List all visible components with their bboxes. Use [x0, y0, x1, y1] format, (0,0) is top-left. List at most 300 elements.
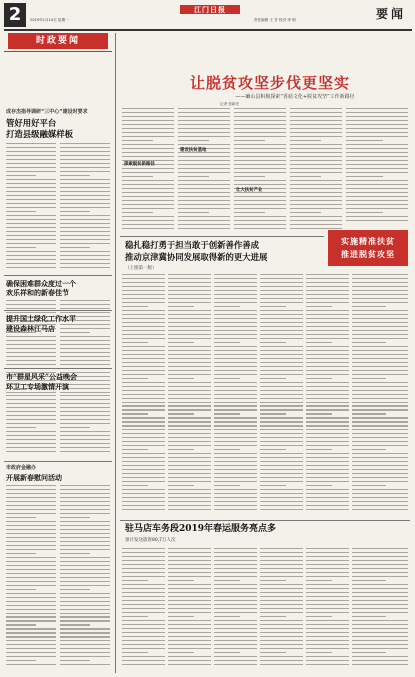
text-line	[168, 648, 211, 649]
text-line	[122, 366, 165, 367]
text-line	[60, 656, 110, 657]
text-line	[352, 660, 408, 661]
text-line	[352, 322, 408, 323]
text-line	[260, 560, 303, 561]
text-line	[178, 140, 209, 141]
text-line	[352, 600, 408, 601]
text-line	[60, 263, 110, 264]
text-line	[168, 548, 211, 549]
text-line	[60, 403, 110, 404]
text-line	[168, 600, 211, 601]
text-line	[260, 302, 303, 303]
text-line	[290, 172, 342, 173]
text-line	[168, 608, 211, 609]
text-line	[214, 302, 257, 303]
text-line	[60, 151, 110, 152]
text-line	[260, 413, 286, 414]
text-line	[306, 282, 349, 283]
text-line	[168, 620, 211, 621]
text-line	[214, 612, 257, 613]
text-line	[214, 560, 257, 561]
text-line	[260, 648, 303, 649]
text-line	[6, 581, 56, 582]
text-line	[122, 306, 148, 307]
text-line	[306, 330, 349, 331]
story1-body-col1	[6, 143, 56, 273]
text-line	[168, 584, 211, 585]
text-line	[6, 255, 56, 256]
text-line	[352, 644, 408, 645]
text-line	[6, 609, 56, 610]
text-line	[260, 402, 303, 403]
text-line	[352, 334, 408, 335]
lead-body-col2	[178, 108, 230, 232]
text-line	[352, 632, 408, 633]
text-line	[60, 485, 110, 486]
text-line	[122, 660, 165, 661]
story2-title-2: 欢乐祥和的新春佳节	[6, 288, 69, 297]
text-line	[214, 640, 257, 641]
text-line	[168, 366, 211, 367]
text-line	[122, 449, 148, 450]
story5-body-col1	[6, 485, 56, 671]
text-line	[60, 443, 110, 444]
text-line	[260, 612, 303, 613]
text-line	[306, 640, 349, 641]
text-line	[178, 144, 230, 145]
text-line	[306, 628, 349, 629]
text-line	[306, 445, 349, 446]
text-line	[260, 620, 303, 621]
text-line	[306, 608, 349, 609]
text-line	[122, 433, 165, 434]
text-line	[352, 354, 408, 355]
text-line	[60, 447, 110, 448]
text-line	[260, 600, 303, 601]
divider	[120, 520, 410, 521]
text-line	[306, 604, 349, 605]
masthead: 江门日报	[180, 5, 240, 14]
text-line	[60, 541, 110, 542]
text-line	[60, 191, 110, 192]
text-line	[60, 561, 110, 562]
text-line	[178, 116, 230, 117]
text-line	[60, 215, 110, 216]
text-line	[352, 477, 408, 478]
text-line	[306, 358, 349, 359]
text-line	[290, 224, 342, 225]
text-line	[346, 144, 408, 145]
text-line	[352, 366, 408, 367]
text-line	[168, 302, 211, 303]
text-line	[60, 605, 110, 606]
text-line	[260, 298, 303, 299]
text-line	[214, 358, 257, 359]
story4-title-2: 环卫工专场激情开演	[6, 382, 69, 391]
text-line	[168, 497, 211, 498]
text-line	[178, 128, 230, 129]
text-line	[290, 176, 321, 177]
text-line	[60, 219, 110, 220]
text-line	[346, 172, 408, 173]
text-line	[6, 533, 56, 534]
text-line	[260, 290, 303, 291]
text-line	[122, 144, 174, 145]
text-line	[260, 572, 303, 573]
text-line	[178, 188, 230, 189]
text-line	[306, 342, 332, 343]
text-line	[306, 457, 349, 458]
text-line	[234, 180, 286, 181]
text-line	[352, 580, 386, 581]
text-line	[234, 208, 286, 209]
text-line	[234, 184, 286, 185]
text-line	[60, 431, 110, 432]
text-line	[214, 584, 257, 585]
text-line	[60, 557, 110, 558]
text-line	[260, 469, 303, 470]
text-line	[168, 560, 211, 561]
text-line	[214, 664, 257, 665]
text-line	[168, 362, 211, 363]
text-line	[306, 362, 349, 363]
text-line	[6, 211, 36, 212]
text-line	[306, 290, 349, 291]
text-line	[214, 477, 257, 478]
text-line	[352, 449, 386, 450]
text-line	[60, 324, 110, 325]
text-line	[168, 334, 211, 335]
text-line	[234, 212, 265, 213]
text-line	[6, 427, 36, 428]
text-line	[260, 318, 303, 319]
text-line	[306, 298, 349, 299]
text-line	[60, 533, 110, 534]
text-line	[352, 572, 408, 573]
text-line	[260, 374, 303, 375]
text-line	[122, 342, 148, 343]
text-line	[260, 286, 303, 287]
text-line	[6, 549, 56, 550]
text-line	[178, 120, 230, 121]
text-line	[122, 286, 165, 287]
text-line	[122, 354, 165, 355]
text-line	[306, 429, 349, 430]
text-line	[122, 489, 165, 490]
text-line	[122, 473, 165, 474]
second-body-col3	[214, 274, 257, 516]
text-line	[122, 318, 165, 319]
page-header	[4, 3, 412, 29]
text-line	[122, 477, 165, 478]
text-line	[122, 394, 165, 395]
text-line	[352, 413, 386, 414]
second-headline-2: 推动京津冀协同发展取得新的更大进展	[125, 252, 268, 262]
text-line	[168, 465, 211, 466]
text-line	[122, 108, 174, 109]
text-line	[60, 616, 110, 617]
text-line	[168, 342, 194, 343]
text-line	[260, 441, 303, 442]
text-line	[122, 421, 165, 422]
text-line	[352, 560, 408, 561]
text-line	[306, 473, 349, 474]
text-line	[260, 274, 303, 275]
text-line	[214, 489, 257, 490]
text-line	[122, 572, 165, 573]
text-line	[352, 282, 408, 283]
text-line	[168, 453, 211, 454]
text-line	[168, 282, 211, 283]
text-line	[168, 346, 211, 347]
text-line	[178, 124, 230, 125]
text-line	[260, 449, 286, 450]
text-line	[168, 596, 211, 597]
text-line	[168, 394, 211, 395]
text-line	[122, 584, 165, 585]
text-line	[60, 652, 110, 653]
text-line	[60, 348, 110, 349]
text-line	[168, 405, 211, 406]
text-line	[6, 175, 36, 176]
text-line	[214, 592, 257, 593]
text-line	[214, 425, 257, 426]
text-line	[122, 656, 165, 657]
text-line	[60, 167, 110, 168]
text-line	[60, 203, 110, 204]
text-line	[260, 445, 303, 446]
text-line	[122, 413, 148, 414]
text-line	[260, 429, 303, 430]
text-line	[352, 640, 408, 641]
text-line	[306, 374, 349, 375]
text-line	[6, 312, 56, 313]
text-line	[60, 648, 110, 649]
text-line	[6, 628, 56, 629]
text-line	[306, 481, 349, 482]
text-line	[60, 195, 110, 196]
text-line	[60, 613, 110, 614]
text-line	[306, 398, 349, 399]
text-line	[6, 497, 56, 498]
text-line	[306, 465, 349, 466]
second-body-col5	[306, 274, 349, 516]
text-line	[306, 612, 349, 613]
text-line	[168, 556, 211, 557]
story3-title-2: 建设森林江马店	[6, 324, 55, 333]
text-line	[6, 352, 56, 353]
text-line	[306, 437, 349, 438]
text-line	[6, 155, 56, 156]
text-line	[122, 132, 174, 133]
text-line	[306, 441, 349, 442]
text-line	[168, 473, 211, 474]
text-line	[168, 457, 211, 458]
text-line	[122, 576, 165, 577]
text-line	[60, 593, 110, 594]
text-line	[60, 392, 110, 393]
text-line	[306, 636, 349, 637]
text-line	[168, 640, 211, 641]
text-line	[352, 433, 408, 434]
text-line	[352, 624, 408, 625]
text-line	[168, 370, 211, 371]
text-line	[60, 227, 110, 228]
text-line	[214, 568, 257, 569]
text-line	[60, 439, 110, 440]
text-line	[168, 286, 211, 287]
bottom-body-col4	[260, 548, 303, 670]
text-line	[234, 128, 286, 129]
text-line	[260, 354, 303, 355]
text-line	[214, 354, 257, 355]
text-line	[60, 231, 110, 232]
text-line	[352, 374, 408, 375]
text-line	[352, 382, 408, 383]
text-line	[290, 112, 342, 113]
text-line	[290, 188, 342, 189]
text-line	[306, 274, 349, 275]
text-line	[178, 136, 230, 137]
text-line	[260, 338, 303, 339]
text-line	[352, 394, 408, 395]
text-line	[346, 116, 408, 117]
text-line	[306, 425, 349, 426]
text-line	[290, 216, 342, 217]
divider	[4, 310, 112, 311]
text-line	[60, 640, 110, 641]
text-line	[6, 561, 56, 562]
text-line	[306, 322, 349, 323]
text-line	[306, 433, 349, 434]
text-line	[352, 501, 408, 502]
text-line	[122, 148, 174, 149]
text-line	[260, 346, 303, 347]
divider	[4, 275, 112, 276]
text-line	[6, 403, 56, 404]
text-line	[260, 457, 303, 458]
text-line	[306, 318, 349, 319]
text-line	[6, 493, 56, 494]
text-line	[306, 449, 332, 450]
text-line	[60, 239, 110, 240]
text-line	[60, 267, 110, 268]
slogan-box	[328, 230, 408, 266]
text-line	[214, 596, 257, 597]
text-line	[290, 220, 342, 221]
text-line	[60, 573, 110, 574]
text-line	[306, 584, 349, 585]
divider	[120, 236, 324, 237]
story4-body-col2	[60, 395, 110, 457]
text-line	[214, 497, 257, 498]
text-line	[352, 489, 408, 490]
text-line	[346, 136, 408, 137]
text-line	[260, 465, 303, 466]
text-line	[168, 616, 194, 617]
text-line	[346, 156, 408, 157]
text-line	[6, 589, 36, 590]
text-line	[352, 505, 408, 506]
text-line	[178, 216, 230, 217]
text-line	[6, 485, 56, 486]
text-line	[214, 342, 240, 343]
column-divider	[115, 33, 116, 673]
text-line	[60, 300, 110, 301]
text-line	[168, 509, 211, 510]
text-line	[6, 616, 56, 617]
bottom-headline: 驻马店车务段2019年春运服务亮点多	[125, 524, 277, 534]
text-line	[234, 168, 286, 169]
text-line	[306, 624, 349, 625]
text-line	[214, 338, 257, 339]
text-line	[122, 616, 148, 617]
text-line	[346, 200, 408, 201]
text-line	[260, 310, 303, 311]
text-line	[234, 160, 286, 161]
text-line	[122, 560, 165, 561]
text-line	[352, 473, 408, 474]
text-line	[306, 664, 349, 665]
text-line	[60, 171, 110, 172]
text-line	[352, 429, 408, 430]
text-line	[214, 580, 240, 581]
text-line	[214, 282, 257, 283]
text-line	[60, 207, 110, 208]
second-headline-1: 稳扎稳打勇于担当敢于创新善作善成	[125, 240, 259, 250]
text-line	[122, 204, 174, 205]
text-line	[60, 223, 110, 224]
text-line	[234, 140, 265, 141]
text-line	[6, 652, 56, 653]
text-line	[60, 517, 90, 518]
text-line	[6, 348, 56, 349]
text-line	[346, 160, 408, 161]
text-line	[60, 247, 90, 248]
text-line	[260, 342, 286, 343]
text-line	[122, 386, 165, 387]
text-line	[306, 402, 349, 403]
text-line	[306, 409, 349, 410]
text-line	[352, 306, 386, 307]
text-line	[306, 652, 332, 653]
text-line	[60, 601, 110, 602]
text-line	[260, 306, 286, 307]
second-body-col4	[260, 274, 303, 516]
text-line	[6, 163, 56, 164]
text-line	[306, 334, 349, 335]
lead-subhead-1: 探索脱贫新路径	[124, 162, 155, 167]
text-line	[168, 278, 211, 279]
text-line	[352, 350, 408, 351]
text-line	[260, 362, 303, 363]
text-line	[214, 374, 257, 375]
text-line	[306, 632, 349, 633]
text-line	[290, 132, 342, 133]
text-line	[6, 513, 56, 514]
text-line	[214, 548, 257, 549]
text-line	[352, 342, 386, 343]
text-line	[60, 304, 110, 305]
text-line	[306, 302, 349, 303]
text-line	[260, 552, 303, 553]
text-line	[6, 601, 56, 602]
text-line	[6, 308, 56, 309]
text-line	[214, 433, 257, 434]
text-line	[306, 588, 349, 589]
text-line	[60, 328, 110, 329]
text-line	[122, 628, 165, 629]
